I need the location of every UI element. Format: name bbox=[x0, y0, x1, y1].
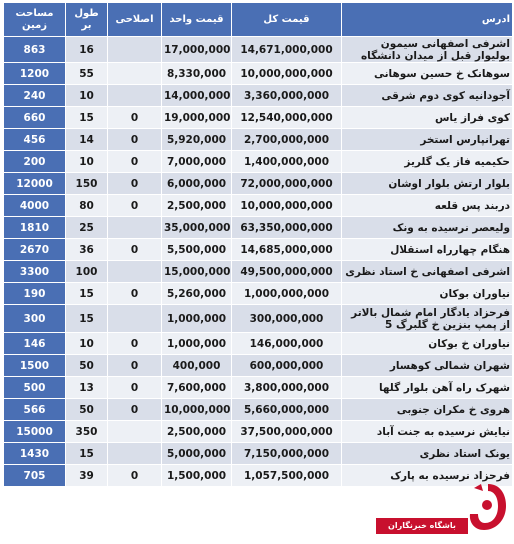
brand-mark-icon bbox=[466, 478, 510, 538]
cell-correction: 0 bbox=[108, 355, 162, 377]
cell-correction: 0 bbox=[108, 107, 162, 129]
cell-address: نیایش نرسیده به جنت آباد bbox=[342, 421, 513, 443]
table-row bbox=[4, 63, 513, 85]
cell-address: کوی فراز یاس bbox=[342, 107, 513, 129]
cell-address: آجودانیه کوی دوم شرقی bbox=[342, 85, 513, 107]
table-row bbox=[4, 239, 513, 261]
cell-area: 1500 bbox=[4, 355, 66, 377]
cell-area: 190 bbox=[4, 283, 66, 305]
cell-area: 456 bbox=[4, 129, 66, 151]
cell-total-price: 600,000,000 bbox=[232, 355, 342, 377]
cell-unit-price: 14,000,000 bbox=[162, 85, 232, 107]
table-row bbox=[4, 107, 513, 129]
table-row bbox=[4, 333, 513, 355]
cell-length: 10 bbox=[66, 85, 108, 107]
cell-length: 10 bbox=[66, 151, 108, 173]
cell-area: 705 bbox=[4, 465, 66, 487]
cell-unit-price: 400,000 bbox=[162, 355, 232, 377]
cell-total-price: 3,360,000,000 bbox=[232, 85, 342, 107]
cell-total-price: 37,500,000,000 bbox=[232, 421, 342, 443]
cell-total-price: 3,800,000,000 bbox=[232, 377, 342, 399]
cell-unit-price: 2,500,000 bbox=[162, 421, 232, 443]
cell-unit-price: 15,000,000 bbox=[162, 261, 232, 283]
cell-unit-price: 7,000,000 bbox=[162, 151, 232, 173]
cell-correction: 0 bbox=[108, 283, 162, 305]
cell-total-price: 63,350,000,000 bbox=[232, 217, 342, 239]
cell-length: 150 bbox=[66, 173, 108, 195]
cell-address: سوهانک خ حسین سوهانی bbox=[342, 63, 513, 85]
cell-correction: 0 bbox=[108, 399, 162, 421]
cell-correction: 0 bbox=[108, 173, 162, 195]
table-row bbox=[4, 261, 513, 283]
cell-length: 15 bbox=[66, 107, 108, 129]
cell-length: 50 bbox=[66, 399, 108, 421]
cell-area: 1200 bbox=[4, 63, 66, 85]
cell-area: 15000 bbox=[4, 421, 66, 443]
table-row bbox=[4, 421, 513, 443]
header-unit-price: قیمت واحد bbox=[162, 3, 232, 37]
table-row bbox=[4, 399, 513, 421]
cell-total-price: 1,400,000,000 bbox=[232, 151, 342, 173]
cell-length: 36 bbox=[66, 239, 108, 261]
cell-address: نیاوران بوکان bbox=[342, 283, 513, 305]
cell-unit-price: 5,260,000 bbox=[162, 283, 232, 305]
table-row bbox=[4, 443, 513, 465]
cell-unit-price: 19,000,000 bbox=[162, 107, 232, 129]
cell-address: فرحزاد نرسیده به پارک bbox=[342, 465, 513, 487]
cell-unit-price: 1,000,000 bbox=[162, 305, 232, 333]
table-row bbox=[4, 173, 513, 195]
cell-area: 566 bbox=[4, 399, 66, 421]
cell-unit-price: 8,330,000 bbox=[162, 63, 232, 85]
cell-address: اشرفی اصفهانی سیمون بولیوار قبل از میدان دانشگاه bbox=[342, 37, 513, 63]
cell-unit-price: 5,920,000 bbox=[162, 129, 232, 151]
cell-unit-price: 1,000,000 bbox=[162, 333, 232, 355]
cell-total-price: 14,685,000,000 bbox=[232, 239, 342, 261]
cell-address: یونک استاد نظری bbox=[342, 443, 513, 465]
cell-total-price: 300,000,000 bbox=[232, 305, 342, 333]
cell-area: 1810 bbox=[4, 217, 66, 239]
cell-length: 15 bbox=[66, 305, 108, 333]
cell-area: 2670 bbox=[4, 239, 66, 261]
cell-area: 863 bbox=[4, 37, 66, 63]
cell-address: شهرک راه آهن بلوار گلها bbox=[342, 377, 513, 399]
cell-unit-price: 2,500,000 bbox=[162, 195, 232, 217]
cell-area: 12000 bbox=[4, 173, 66, 195]
cell-length: 100 bbox=[66, 261, 108, 283]
cell-correction: 0 bbox=[108, 129, 162, 151]
cell-correction bbox=[108, 63, 162, 85]
table-row bbox=[4, 151, 513, 173]
table-row bbox=[4, 37, 513, 63]
cell-correction: 0 bbox=[108, 151, 162, 173]
cell-correction: 0 bbox=[108, 377, 162, 399]
header-total-price: قیمت کل bbox=[232, 3, 342, 37]
cell-correction: 0 bbox=[108, 333, 162, 355]
cell-total-price: 10,000,000,000 bbox=[232, 195, 342, 217]
table-row bbox=[4, 283, 513, 305]
cell-area: 1430 bbox=[4, 443, 66, 465]
cell-length: 39 bbox=[66, 465, 108, 487]
cell-correction bbox=[108, 421, 162, 443]
cell-total-price: 10,000,000,000 bbox=[232, 63, 342, 85]
cell-length: 25 bbox=[66, 217, 108, 239]
cell-address: حکیمیه فاز یک گلریز bbox=[342, 151, 513, 173]
cell-area: 300 bbox=[4, 305, 66, 333]
cell-address: شهران شمالی کوهسار bbox=[342, 355, 513, 377]
cell-unit-price: 35,000,000 bbox=[162, 217, 232, 239]
cell-total-price: 49,500,000,000 bbox=[232, 261, 342, 283]
table-row bbox=[4, 377, 513, 399]
cell-area: 4000 bbox=[4, 195, 66, 217]
cell-length: 55 bbox=[66, 63, 108, 85]
cell-area: 240 bbox=[4, 85, 66, 107]
cell-total-price: 5,660,000,000 bbox=[232, 399, 342, 421]
cell-correction: 0 bbox=[108, 195, 162, 217]
cell-address: فرحزاد یادگار امام شمال بالاتر از پمپ بنزین خ گلبرگ 5 bbox=[342, 305, 513, 333]
header-length: طول بر bbox=[66, 3, 108, 37]
table-row bbox=[4, 305, 513, 333]
cell-length: 15 bbox=[66, 283, 108, 305]
cell-length: 50 bbox=[66, 355, 108, 377]
cell-correction bbox=[108, 443, 162, 465]
cell-unit-price: 7,600,000 bbox=[162, 377, 232, 399]
cell-address: نیاوران خ بوکان bbox=[342, 333, 513, 355]
table-row bbox=[4, 129, 513, 151]
header-correction: اصلاحی bbox=[108, 3, 162, 37]
cell-address: بلوار ارتش بلوار اوشان bbox=[342, 173, 513, 195]
cell-area: 146 bbox=[4, 333, 66, 355]
cell-address: هروی خ مکران جنوبی bbox=[342, 399, 513, 421]
cell-area: 3300 bbox=[4, 261, 66, 283]
cell-address: هنگام چهارراه استقلال bbox=[342, 239, 513, 261]
cell-address: اشرفی اصفهانی خ استاد نظری bbox=[342, 261, 513, 283]
cell-correction bbox=[108, 85, 162, 107]
cell-length: 80 bbox=[66, 195, 108, 217]
cell-area: 500 bbox=[4, 377, 66, 399]
cell-unit-price: 17,000,000 bbox=[162, 37, 232, 63]
cell-address: تهرانپارس استخر bbox=[342, 129, 513, 151]
cell-correction bbox=[108, 217, 162, 239]
cell-unit-price: 5,500,000 bbox=[162, 239, 232, 261]
cell-total-price: 12,540,000,000 bbox=[232, 107, 342, 129]
table-row bbox=[4, 355, 513, 377]
cell-area: 660 bbox=[4, 107, 66, 129]
header-area: مساحت زمین bbox=[4, 3, 66, 37]
cell-length: 14 bbox=[66, 129, 108, 151]
cell-correction: 0 bbox=[108, 465, 162, 487]
cell-unit-price: 1,500,000 bbox=[162, 465, 232, 487]
table-row bbox=[4, 85, 513, 107]
cell-total-price: 72,000,000,000 bbox=[232, 173, 342, 195]
news-agency-logo bbox=[376, 478, 510, 540]
cell-total-price: 146,000,000 bbox=[232, 333, 342, 355]
cell-unit-price: 10,000,000 bbox=[162, 399, 232, 421]
table-row bbox=[4, 195, 513, 217]
header-row bbox=[4, 3, 513, 37]
table-row bbox=[4, 217, 513, 239]
cell-area: 200 bbox=[4, 151, 66, 173]
header-address: ادرس bbox=[342, 3, 513, 37]
land-price-table bbox=[3, 2, 513, 487]
cell-total-price: 14,671,000,000 bbox=[232, 37, 342, 63]
cell-length: 350 bbox=[66, 421, 108, 443]
cell-unit-price: 6,000,000 bbox=[162, 173, 232, 195]
cell-length: 15 bbox=[66, 443, 108, 465]
cell-total-price: 1,057,500,000 bbox=[232, 465, 342, 487]
cell-correction bbox=[108, 305, 162, 333]
cell-length: 13 bbox=[66, 377, 108, 399]
cell-total-price: 2,700,000,000 bbox=[232, 129, 342, 151]
cell-address: دربند پس قلعه bbox=[342, 195, 513, 217]
logo-text: باشگاه خبرنگاران bbox=[376, 518, 468, 534]
cell-length: 10 bbox=[66, 333, 108, 355]
cell-address: ولیعصر نرسیده به ونک bbox=[342, 217, 513, 239]
cell-total-price: 7,150,000,000 bbox=[232, 443, 342, 465]
cell-total-price: 1,000,000,000 bbox=[232, 283, 342, 305]
cell-unit-price: 5,000,000 bbox=[162, 443, 232, 465]
cell-correction bbox=[108, 261, 162, 283]
cell-correction bbox=[108, 37, 162, 63]
cell-length: 16 bbox=[66, 37, 108, 63]
cell-correction: 0 bbox=[108, 239, 162, 261]
